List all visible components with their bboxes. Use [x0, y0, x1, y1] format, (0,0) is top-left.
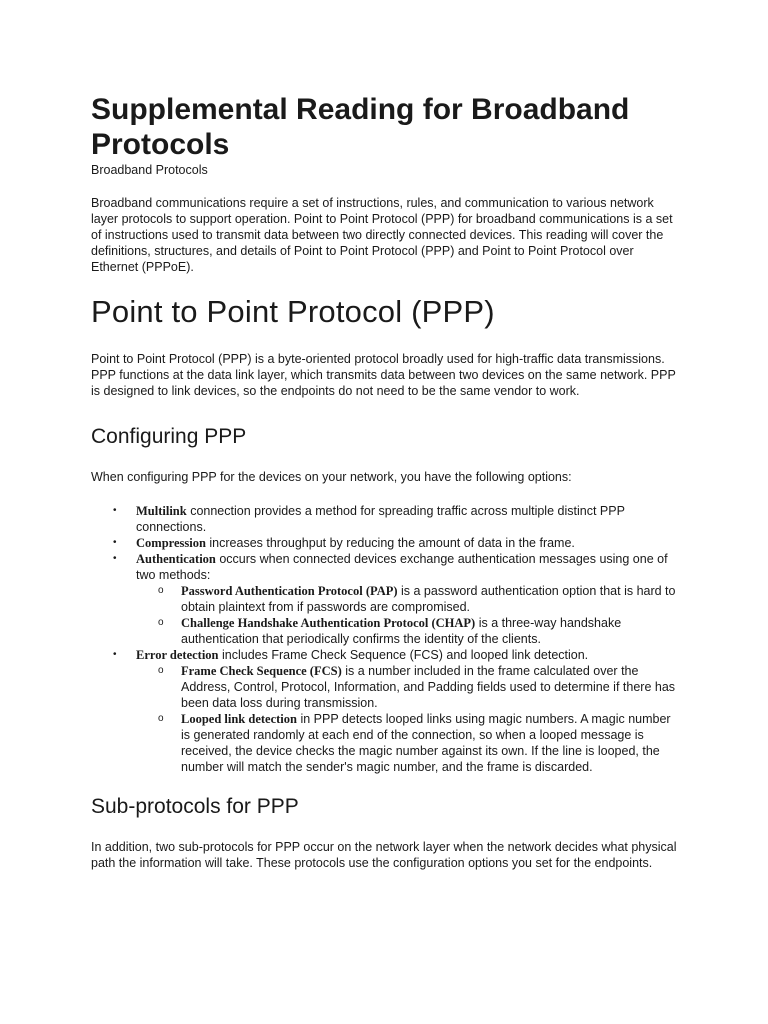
term-looped-link-detection: Looped link detection	[181, 712, 297, 726]
bullet-icon: •	[113, 537, 117, 548]
list-item	[136, 711, 683, 775]
heading-ppp: Point to Point Protocol (PPP)	[91, 294, 495, 329]
heading-sub-protocols: Sub-protocols for PPP	[91, 795, 299, 818]
list-item	[91, 503, 683, 535]
heading-configuring-ppp: Configuring PPP	[91, 425, 247, 448]
item-text: increases throughput by reducing the amount of data in the frame.	[205, 536, 575, 550]
term-authentication: Authentication	[136, 552, 216, 566]
error-detection-list	[136, 663, 683, 775]
document-subtitle: Broadband Protocols	[91, 163, 208, 177]
circle-bullet-icon: o	[158, 665, 164, 676]
item-text: in PPP detects looped links using magic numbers. A magic number is generated randomly at each end of the connection, so when a looped message is received, the device checks the magic number against its own. If the line is looped, the number will match the sender's magic number, and the frame is discarded.	[181, 712, 671, 774]
item-text: is a number included in the frame calculated over the Address, Control, Protocol, Information, and Padding fields used to determine if there has been data loss during transmission.	[181, 664, 676, 710]
document-page	[91, 92, 683, 871]
bullet-icon: •	[113, 649, 117, 660]
authentication-methods-list	[136, 583, 683, 647]
circle-bullet-icon: o	[158, 617, 164, 628]
config-paragraph: When configuring PPP for the devices on your network, you have the following options:	[91, 470, 572, 484]
bullet-icon: •	[113, 505, 117, 516]
list-item	[91, 535, 683, 551]
item-text: connection provides a method for spreading traffic across multiple distinct PPP connections.	[136, 504, 625, 534]
circle-bullet-icon: o	[158, 585, 164, 596]
item-text: includes Frame Check Sequence (FCS) and looped link detection.	[218, 648, 589, 662]
document-title: Supplemental Reading for Broadband Protocols	[91, 93, 630, 161]
list-item	[136, 663, 683, 711]
circle-bullet-icon: o	[158, 713, 164, 724]
ppp-paragraph: Point to Point Protocol (PPP) is a byte-oriented protocol broadly used for high-traffic data transmissions. PPP functions at the data link layer, which transmits data between two devices on the same network. PPP is designed to link devices, so the endpoints do not need to be the same vendor to work.	[91, 352, 676, 398]
list-item	[91, 647, 683, 775]
bullet-icon: •	[113, 553, 117, 564]
term-error-detection: Error detection	[136, 648, 219, 662]
term-pap: Password Authentication Protocol (PAP)	[181, 584, 398, 598]
item-text: is a password authentication option that is hard to obtain plaintext from if passwords are compromised.	[181, 584, 676, 614]
term-chap: Challenge Handshake Authentication Protocol (CHAP)	[181, 616, 476, 630]
list-item	[136, 615, 683, 647]
config-options-list	[91, 503, 683, 775]
item-text: is a three-way handshake authentication that periodically confirms the identity of the clients.	[181, 616, 622, 646]
term-multilink: Multilink	[136, 504, 187, 518]
list-item	[91, 551, 683, 647]
sub-protocols-paragraph: In addition, two sub-protocols for PPP occur on the network layer when the network decides what physical path the information will take. These protocols use the configuration options you set for the endpoints.	[91, 840, 677, 870]
list-item	[136, 583, 683, 615]
term-fcs: Frame Check Sequence (FCS)	[181, 664, 342, 678]
intro-paragraph: Broadband communications require a set of instructions, rules, and communication to various network layer protocols to support operation. Point to Point Protocol (PPP) for broadband communications is a set of instructions used to transmit data between two directly connected devices. This reading will cover the definitions, structures, and details of Point to Point Protocol (PPP) and Point to Point Protocol over Ethernet (PPPoE).	[91, 196, 673, 274]
item-text: occurs when connected devices exchange authentication messages using one of two methods:	[136, 552, 668, 582]
term-compression: Compression	[136, 536, 206, 550]
